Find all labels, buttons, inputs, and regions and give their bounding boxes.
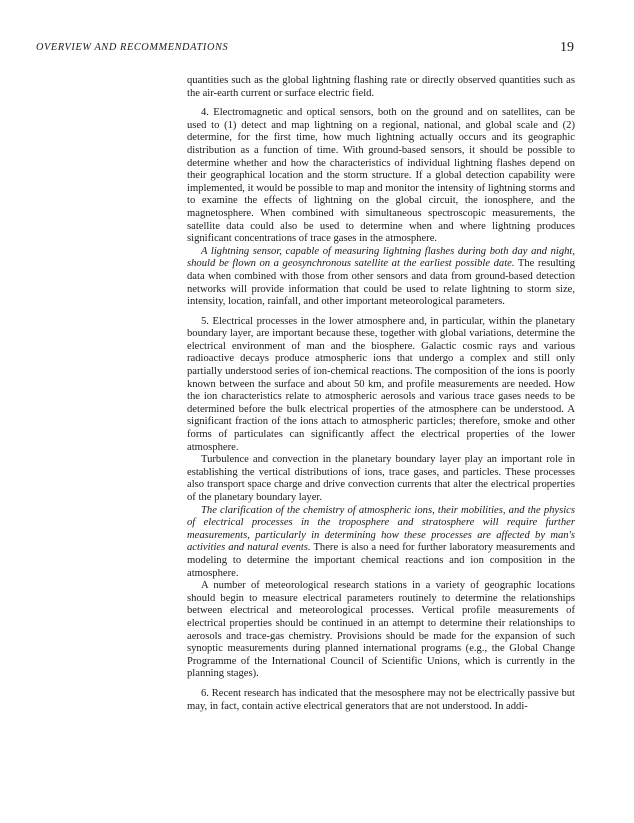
- text-run: Turbulence and convection in the planetary boundary layer play an important role in establishing the vertical distributions of ions, trace gases, and particles. These processes also transport space charge and drive convection currents that alter the electrical properties of the planetary boundary layer.: [187, 454, 575, 503]
- body-text: [187, 75, 575, 713]
- paragraph-item-4: [187, 107, 575, 246]
- paragraph-research-stations: [187, 580, 575, 681]
- recommendation-emphasis: The clarification of the chemistry of atmospheric ions, their mobilities, and the physics of electrical processes in the troposphere and stratosphere will require further measurements, particularly in determining how these processes are affected by man's activities and natural events.: [187, 504, 575, 554]
- recommendation-emphasis: A lightning sensor, capable of measuring lightning flashes during both day and night, should be flown on a geosynchronous satellite at the earliest possible date.: [187, 245, 575, 270]
- paragraph-item-5: [187, 316, 575, 455]
- paragraph-item-6: [187, 688, 575, 713]
- page-number: 19: [560, 40, 574, 55]
- text-run: 4. Electromagnetic and optical sensors, both on the ground and on satellites, can be used to (1) detect and map lightning on a regional, national, and global scale and (2) determine, for the first time, how much lightning actually occurs and its geographic distribution as a function of time. With ground-based sensors, it should be possible to determine whether and how the characteristics of individual lightning flashes depend on their geographical location and the storm structure. If a global detection capability were implemented, it would be possible to map and monitor the intensity of lightning storms and to examine the effects of lightning on the global circuit, the ionosphere, and the magnetosphere. When combined with simultaneous spectroscopic measurements, the satellite data could also be used to determine when and where lightning produces significant concentrations of trace gases in the atmosphere.: [187, 107, 575, 245]
- paragraph-turbulence: [187, 454, 575, 504]
- text-run: quantities such as the global lightning flashing rate or directly observed quantities such as the air-earth current or surface electric field.: [187, 75, 575, 99]
- running-head: OVERVIEW AND RECOMMENDATIONS: [36, 42, 229, 53]
- text-run: The resulting data when combined with those from other sensors and data from ground-based detection networks will provide information that could be used to relate lightning to storm size, intensity, location, rainfall, and other important meteorological parameters.: [187, 258, 576, 308]
- paragraph-recommendation-ion-chemistry: [187, 505, 575, 581]
- text-run: 6. Recent research has indicated that the mesosphere may not be electrically passive but may, in fact, contain active electrical generators that are not understood. In addi-: [187, 687, 575, 712]
- text-run: 5. Electrical processes in the lower atmosphere and, in particular, within the planetary boundary layer, are important because these, together with global variations, determine the electrical environment of man and the biosphere. Galactic cosmic rays and various radioactive decays produce atmospheric ions that undergo a complex and still only partially understood series of ion-chemical reactions. The composition of the ions is poorly known between the surface and about 50 km, and profile measurements are needed. How the ion characteristics relate to atmospheric aerosols and various trace gases needs to be determined before the bulk electrical properties of the atmosphere can be understood. A significant fraction of the ions attach to atmospheric particles; therefore, smoke and other forms of particulates can significantly affect the electrical properties of the lower atmosphere.: [187, 315, 575, 453]
- text-run: A number of meteorological research stations in a variety of geographic locations should begin to measure electrical parameters routinely to determine the relationships between electrical and meteorological processes. Vertical profile measurements of electrical properties should be continued in an attempt to determine their relationships to aerosols and trace-gas chemistry. Provisions should be made for the expansion of such synoptic measurements during planned international programs (e.g., the Global Change Programme of the International Council of Scientific Unions, which is currently in the planning stages).: [187, 580, 575, 680]
- text-run: There is also a need for further laboratory measurements and modeling to determine the important chemical reactions and ion composition in the atmosphere.: [187, 542, 575, 579]
- paragraph-recommendation-lightning-sensor: [187, 246, 575, 309]
- paragraph-continued: [187, 75, 575, 100]
